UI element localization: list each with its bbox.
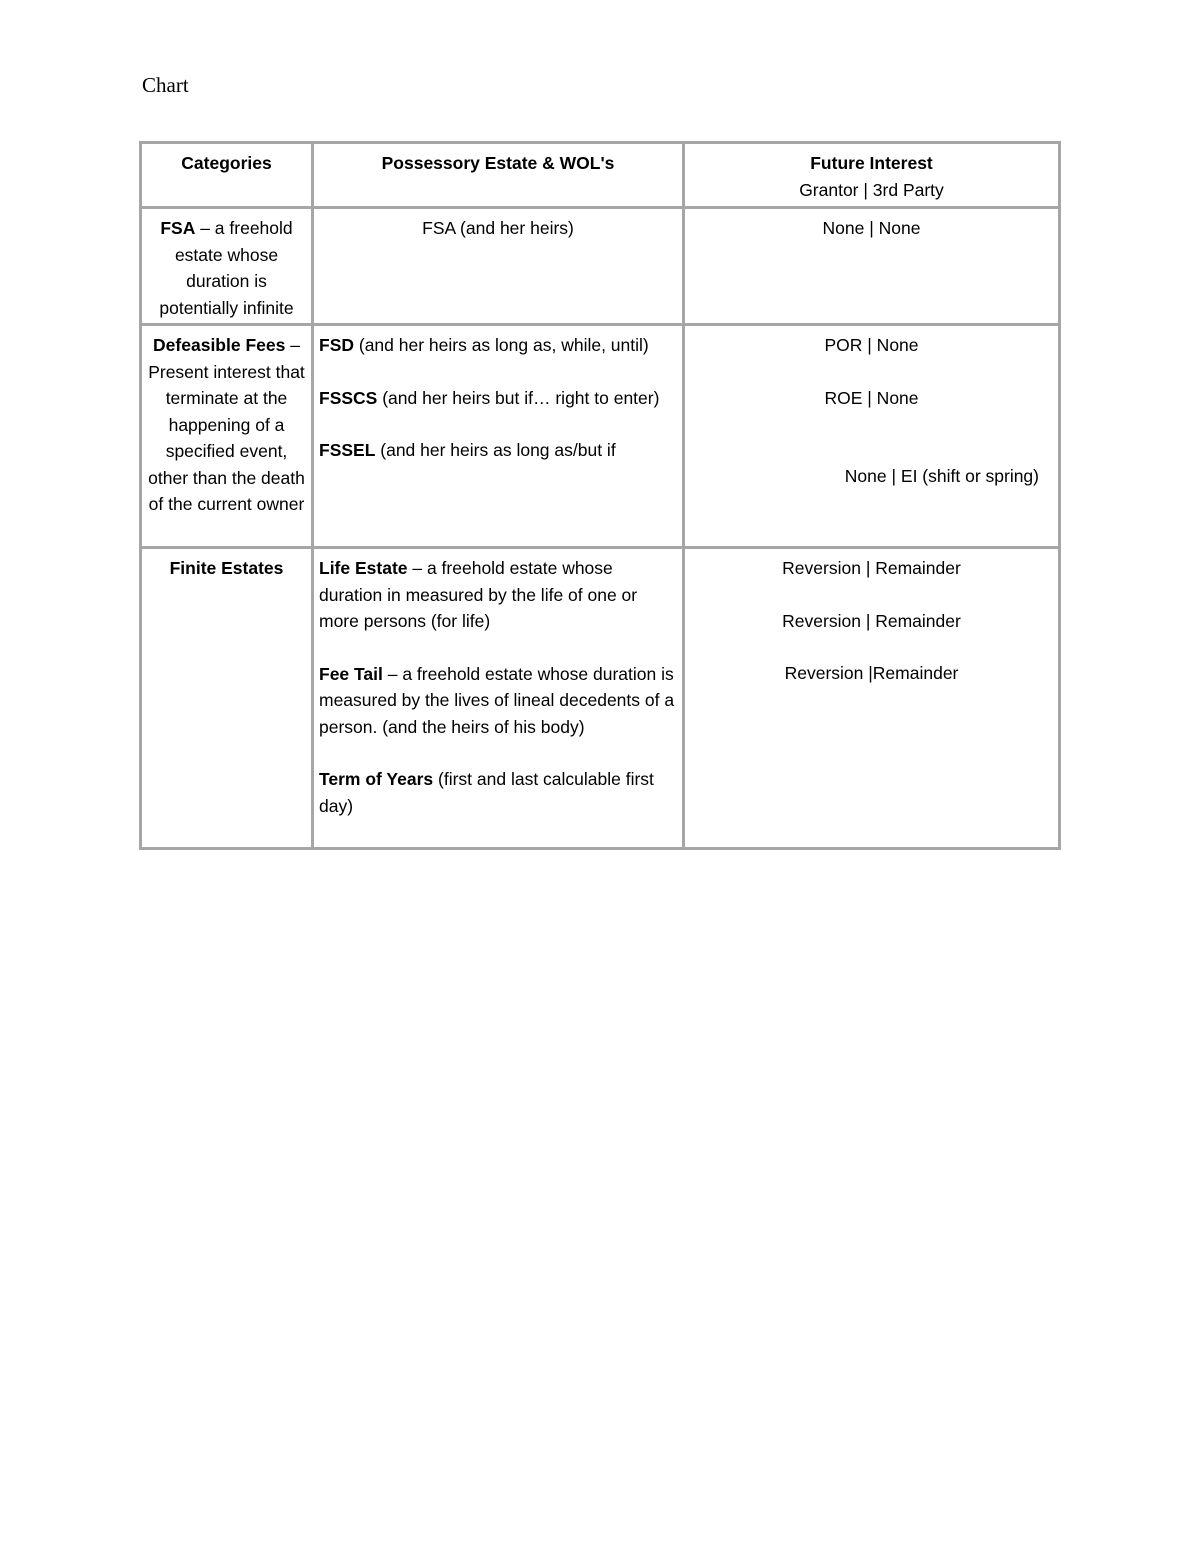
possessory-cell [313, 548, 684, 849]
possessory-cell [313, 325, 684, 548]
category-description: – a freehold estate whose duration is potentially infinite [159, 218, 294, 318]
future-interest-text: None | EI (shift or spring) [844, 466, 1039, 486]
estate-words: (first and last calculable first day) [319, 769, 654, 816]
estates-table [139, 141, 1061, 850]
estate-name: FSSCS [319, 387, 378, 408]
possessory-text: FSA (and her heirs) [422, 218, 574, 238]
category-name: Defeasible Fees [153, 335, 286, 355]
estate-name: Life Estate [319, 558, 408, 578]
possessory-entry [319, 661, 677, 741]
estate-name: Fee Tail [319, 663, 383, 684]
estate-words: – a freehold estate whose duration is measured by the lives of lineal decedents of a person. (and the heirs of his body) [319, 663, 675, 737]
estate-name: FSSEL [319, 440, 376, 460]
future-cell [684, 325, 1060, 548]
table-row [141, 325, 1060, 548]
future-interest-text: Reversion | Remainder [782, 610, 961, 631]
table-row [141, 208, 1060, 325]
future-cell [684, 208, 1060, 325]
future-interest-text: ROE | None [824, 387, 919, 408]
category-cell [141, 325, 313, 548]
page-title: Chart [142, 73, 189, 97]
category-cell [141, 548, 313, 849]
header-future-label: Future Interest [810, 153, 933, 173]
future-interest-text: None | None [822, 218, 921, 238]
possessory-entry [319, 385, 677, 412]
estate-words: (and her heirs as long as/but if [375, 440, 616, 460]
category-description: – Present interest that terminate at the happening of a specified event, other than the death of the current owner [148, 335, 305, 514]
category-name: FSA [160, 218, 196, 238]
future-cell [684, 548, 1060, 849]
header-possessory-label: Possessory Estate & WOL's [381, 153, 615, 173]
header-categories [141, 143, 313, 208]
header-categories-label: Categories [181, 153, 272, 173]
future-interest-text: Reversion |Remainder [784, 663, 959, 683]
estate-name: Term of Years [319, 769, 434, 789]
table-header-row [141, 143, 1060, 208]
table-row [141, 548, 1060, 849]
possessory-entry [319, 437, 677, 464]
category-cell [141, 208, 313, 325]
possessory-entry [319, 766, 677, 819]
header-future [684, 143, 1060, 208]
header-future-sublabel: Grantor | 3rd Party [799, 179, 944, 200]
possessory-entry [319, 555, 677, 635]
category-name: Finite Estates [169, 558, 284, 578]
estate-name: FSD [319, 335, 354, 355]
possessory-cell [313, 208, 684, 325]
estate-words: (and her heirs as long as, while, until) [354, 335, 649, 355]
future-interest-text: POR | None [824, 335, 919, 355]
estate-words: – a freehold estate whose duration in measured by the life of one or more persons (for life) [319, 558, 638, 631]
possessory-entry [319, 332, 677, 359]
header-possessory [313, 143, 684, 208]
future-interest-text: Reversion | Remainder [782, 558, 961, 578]
estate-words: (and her heirs but if… right to enter) [377, 387, 660, 408]
